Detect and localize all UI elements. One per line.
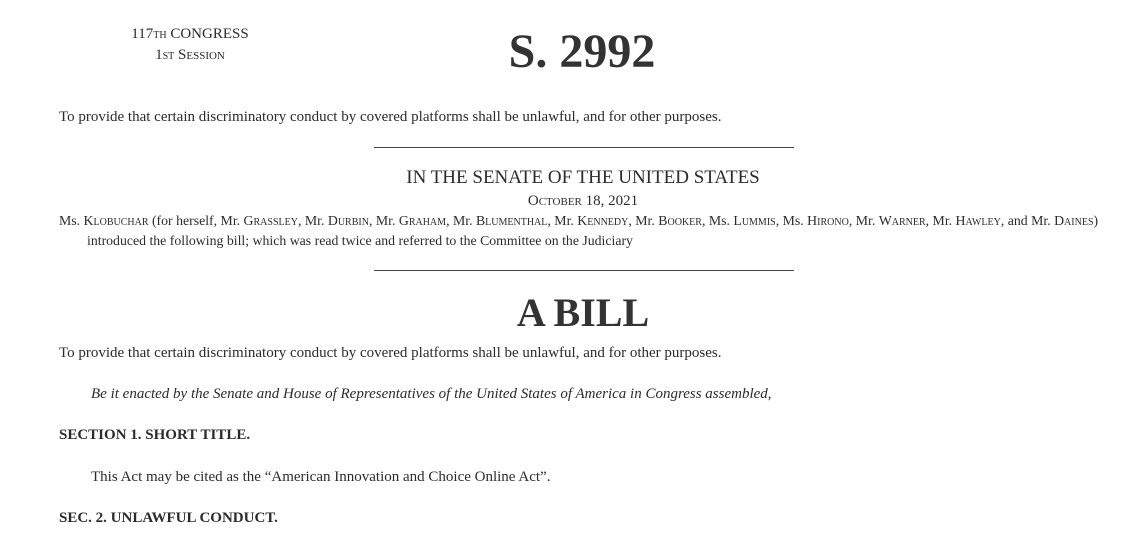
purpose-text-lower: To provide that certain discriminatory conduct by covered platforms shall be unlawful, and for other purposes. [59,345,722,361]
sponsor-list [59,213,1098,228]
session-line [118,45,262,66]
session-number: 1 [155,47,163,63]
enacting-clause: Be it enacted by the Senate and House of Representatives of the United States of America in Congress assembled, [91,386,772,402]
sponsor [635,213,709,228]
sponsor-separator: , [547,213,555,228]
sponsor-separator: , [368,213,376,228]
sponsor-title: Mr. [635,213,659,228]
sponsor [1031,213,1098,228]
sponsor-title: Ms. [59,213,84,228]
sponsor-separator: , [775,213,783,228]
sponsor [453,213,554,228]
sponsor-separator: , [297,213,305,228]
bill-number: S. 2992 [508,25,656,78]
a-bill-heading: A BILL [516,290,650,335]
date-month: October [527,193,582,209]
sponsor-name: Durbin [327,213,369,228]
sponsor-title: Mr. [304,213,328,228]
sponsor [305,213,376,228]
sponsor-name: Hirono [807,213,849,228]
sponsor-title: Mr. [932,213,956,228]
sponsor-name: Booker [658,213,702,228]
sponsor-name: Klobuchar [83,213,149,228]
sponsor-name: Warner [878,213,926,228]
sponsor-title: Mr. [1031,213,1055,228]
sponsor [221,213,305,228]
sponsor-separator: , [446,213,453,228]
sponsor-separator: , [701,213,709,228]
sponsor-separator: (for herself, [148,213,221,228]
sponsor [783,213,856,228]
sponsor [554,213,635,228]
congress-word: CONGRESS [170,26,249,42]
introduction-date [433,191,733,211]
date-rest: 18, 2021 [581,193,639,209]
sponsor-name: Lummis [733,213,776,228]
sponsor-introduction [59,211,1142,251]
sponsor [709,213,783,228]
section-2-heading: SEC. 2. UNLAWFUL CONDUCT. [59,510,278,526]
sponsor-title: Mr. [855,213,879,228]
sponsor-separator: ) [1093,213,1099,228]
sponsor-name: Blumenthal [475,213,548,228]
congress-number: 117 [131,26,154,42]
chamber-heading: IN THE SENATE OF THE UNITED STATES [406,167,760,188]
section-1-text: This Act may be cited as the “American Innovation and Choice Online Act”. [91,469,551,485]
congress-session-block [118,24,262,66]
sponsor-title: Mr. [375,213,399,228]
sponsor-title: Mr. [220,213,244,228]
sponsor-name: Graham [398,213,447,228]
section-1-heading: SECTION 1. SHORT TITLE. [59,427,251,443]
intro-tail: introduced the following bill; which was read twice and referred to the Committee on the Judiciary [87,233,633,248]
sponsor-name: Hawley [955,213,1001,228]
sponsor [376,213,453,228]
divider-top [374,147,794,148]
sponsor-title: Mr. [554,213,578,228]
divider-bottom [374,270,794,271]
sponsor-separator: , [848,213,856,228]
sponsor [59,213,221,228]
congress-suffix: th [153,27,167,42]
congress-line [118,24,262,45]
sponsor-separator: , and [1000,213,1032,228]
sponsor-name: Daines [1054,213,1094,228]
sponsor-separator: , [628,213,636,228]
session-suffix: st [162,48,175,63]
sponsor-name: Kennedy [577,213,629,228]
sponsor-separator: , [925,213,933,228]
sponsor [933,213,1032,228]
session-word: Session [178,47,225,63]
sponsor-name: Grassley [243,213,298,228]
sponsor [856,213,933,228]
sponsor-title: Mr. [452,213,476,228]
sponsor-title: Ms. [782,213,808,228]
purpose-text-top: To provide that certain discriminatory conduct by covered platforms shall be unlawful, and for other purposes. [59,109,722,125]
sponsor-title: Ms. [708,213,734,228]
